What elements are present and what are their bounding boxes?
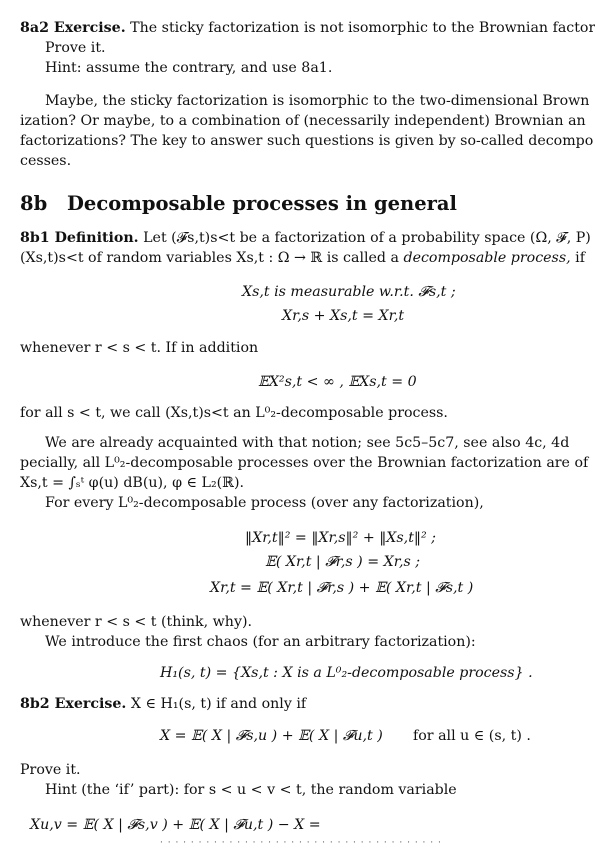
exercise-8a2-text: The sticky factorization is not isomorphic to the Brownian factor	[130, 20, 595, 36]
paragraph-maybe-line: Maybe, the sticky factorization is isomorphic to the two-dimensional Brown	[45, 93, 590, 109]
definition-8b1-line2-a: (Xs,t)s<t of random variables Xs,t : Ω → ℝ is called a	[20, 250, 404, 266]
paragraph-acquainted-line: For every L⁰₂-decomposable process (over any factorization),	[45, 495, 484, 511]
definition-8b1-label: 8b1 Definition.	[20, 230, 139, 246]
whenever-think: whenever r < s < t (think, why).	[20, 614, 253, 630]
equation-additive: Xr,s + Xs,t = Xr,t	[282, 308, 405, 324]
equation-norm: ‖Xr,t‖² = ‖Xr,s‖² + ‖Xs,t‖² ;	[245, 530, 436, 546]
cut-off-line: · · · · · · · · · · · · · · · · · · · · · · · · · · · · · · · · · · · · ·	[160, 838, 442, 848]
definition-8b1-whenever: whenever r < s < t. If in addition	[20, 340, 259, 356]
equation-moments: 𝔼X²s,t < ∞ , 𝔼Xs,t = 0	[258, 374, 417, 390]
section-number: 8b	[20, 192, 48, 215]
exercise-8b2-hint: Hint (the ‘if’ part): for s < u < v < t, the random variable	[45, 782, 457, 798]
paragraph-maybe-line: cesses.	[20, 153, 72, 169]
exercise-8b2-label: 8b2 Exercise.	[20, 696, 127, 712]
definition-8b1-text: Let (𝓕s,t)s<t be a factorization of a probability space (Ω, 𝓕, P)	[143, 230, 591, 246]
paragraph-acquainted-line: We are already acquainted with that notion; see 5c5–5c7, see also 4c, 4d	[45, 435, 570, 451]
exercise-8a2-line1	[20, 18, 595, 38]
equation-8b2: X = 𝔼( X | 𝓕s,u ) + 𝔼( X | 𝓕u,t )	[160, 728, 383, 744]
paragraph-maybe-line: ization? Or maybe, to a combination of (necessarily independent) Brownian an	[20, 113, 586, 129]
equation-decomposition: Xr,t = 𝔼( Xr,t | 𝓕r,s ) + 𝔼( Xr,t | 𝓕s,t )	[210, 580, 474, 596]
exercise-8b2-line1	[20, 694, 306, 714]
equation-8b2-condition: for all u ∈ (s, t) .	[413, 728, 531, 744]
definition-8b1-line1	[20, 228, 591, 248]
equation-hint: Xu,v = 𝔼( X | 𝓕s,v ) + 𝔼( X | 𝓕u,t ) − X =	[30, 817, 321, 833]
exercise-8a2-label: 8a2 Exercise.	[20, 20, 126, 36]
equation-measurable: Xs,t is measurable w.r.t. 𝓕s,t ;	[242, 284, 456, 300]
paragraph-acquainted-line: Xs,t = ∫ₛᵗ φ(u) dB(u), φ ∈ L₂(ℝ).	[20, 475, 245, 491]
exercise-8a2-hint: Hint: assume the contrary, and use 8a1.	[45, 60, 333, 76]
definition-8b1-line2-b: if	[570, 250, 585, 266]
definition-8b1-line2	[20, 248, 585, 268]
equation-conditional: 𝔼( Xr,t | 𝓕r,s ) = Xr,s ;	[265, 554, 421, 570]
definition-8b1-forall: for all s < t, we call (Xs,t)s<t an L⁰₂-decomposable process.	[20, 405, 448, 421]
definition-8b1-emph: decomposable process,	[403, 250, 571, 266]
exercise-8b2-prove: Prove it.	[20, 762, 81, 778]
equation-first-chaos: H₁(s, t) = {Xs,t : X is a L⁰₂-decomposable process} .	[160, 665, 533, 681]
exercise-8a2-prove: Prove it.	[45, 40, 106, 56]
exercise-8b2-text: X ∈ H₁(s, t) if and only if	[130, 696, 307, 712]
first-chaos-intro: We introduce the first chaos (for an arbitrary factorization):	[45, 634, 476, 650]
paragraph-acquainted-line: pecially, all L⁰₂-decomposable processes over the Brownian factorization are of	[20, 455, 589, 471]
section-title: Decomposable processes in general	[67, 192, 457, 215]
section-heading	[20, 194, 457, 214]
paragraph-maybe-line: factorizations? The key to answer such questions is given by so-called decompo	[20, 133, 594, 149]
